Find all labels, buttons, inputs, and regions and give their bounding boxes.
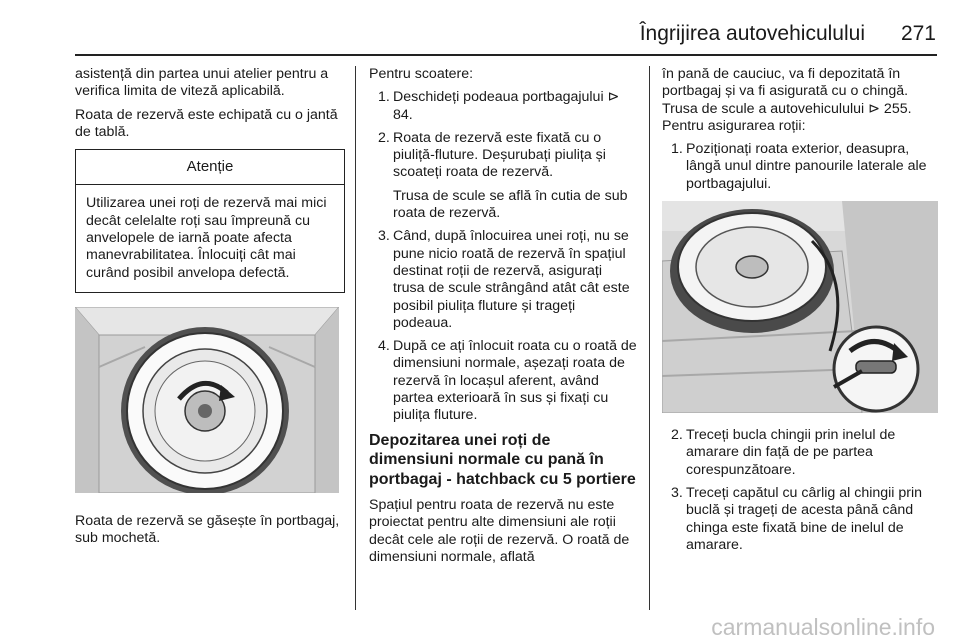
paragraph: în pană de cauciuc, va fi depozitată în portbagaj și va fi asigurată cu o chingă. Trusa de scule a autovehiculului ⊳ 255. Pentru asigurarea roții: [662,66,912,134]
warning-text: Utilizarea unei roți de rezervă mai mici decât celelalte roți sau împreună cu anvelopele de iarnă poate afecta manevrabilitatea. Înlocuiți cât mai curând posibil anvelopa defectă. [86,195,327,281]
list-item: 3. Treceți capătul cu cârlig al chingii prin buclă și trageți de acesta până când chinga este fixată bine de inelul de amarare. [671,484,923,553]
securing-steps-b [662,427,938,554]
list-item: 2. Treceți bucla chingii prin inelul de amarare din față de pe partea corespunzătoare. [671,427,896,478]
figure-caption: Roata de rezervă se găsește în portbagaj, sub mochetă. [75,512,340,547]
column-3 [662,66,938,560]
header-rule [75,54,937,56]
spare-wheel-illustration [75,307,339,493]
running-header-title: Îngrijirea autovehiculului [639,22,865,45]
list-item: 3. Când, după înlocuirea unei roți, nu se pune nicio roată de rezervă în spațiul destinat roții de rezervă, asigurați trusa de scule strângând atât cât este posibil piulița fluture și trageți podeaua. [378,228,630,331]
cargo-wheel-strap-illustration [662,201,938,413]
column-1 [75,66,345,554]
list-item: 2. Roata de rezervă este fixată cu o piuliță-fluture. Deșurubați piulița și scoateți roata de rezervă. Trusa de scule se află în cutia de sub roata de rezervă. [378,129,628,222]
column-divider-left [355,66,356,610]
warning-title: Atenție [76,150,344,185]
section-heading: Depozitarea unei roți de dimensiuni normale cu pană în portbagaj - hatchback cu 5 portiere [369,431,636,488]
column-2 [369,66,637,572]
paragraph: Pentru scoatere: [369,66,474,82]
paragraph: Roata de rezervă este echipată cu o jantă de tablă. [75,106,338,140]
column-divider-right [649,66,650,610]
list-item: 4. După ce ați înlocuit roata cu o roată de dimensiuni normale, așezați roata de rezervă în locașul aferent, având partea exterioară în sus și fixați cu piulița fluture. [378,338,637,424]
list-item: 1. Deschideți podeaua portbagajului ⊳ 84. [378,89,620,123]
list-item: 1. Poziționați roata exterior, deasupra, lângă unul dintre panourile laterale ale portbagajului. [671,141,927,192]
paragraph: asistență din partea unui atelier pentru a verifica limita de viteză aplicabilă. [75,66,329,100]
paragraph: Spațiul pentru roata de rezervă nu este proiectat pentru alte dimensiuni ale roții decât cele ale roții de rezervă. O roată de dimensiuni normale, aflată [369,497,630,566]
page-number: 271 [900,22,936,45]
securing-steps-a [662,141,938,193]
watermark: carmanualsonline.info [711,614,935,640]
warning-box [75,149,345,293]
removal-steps [369,89,637,424]
